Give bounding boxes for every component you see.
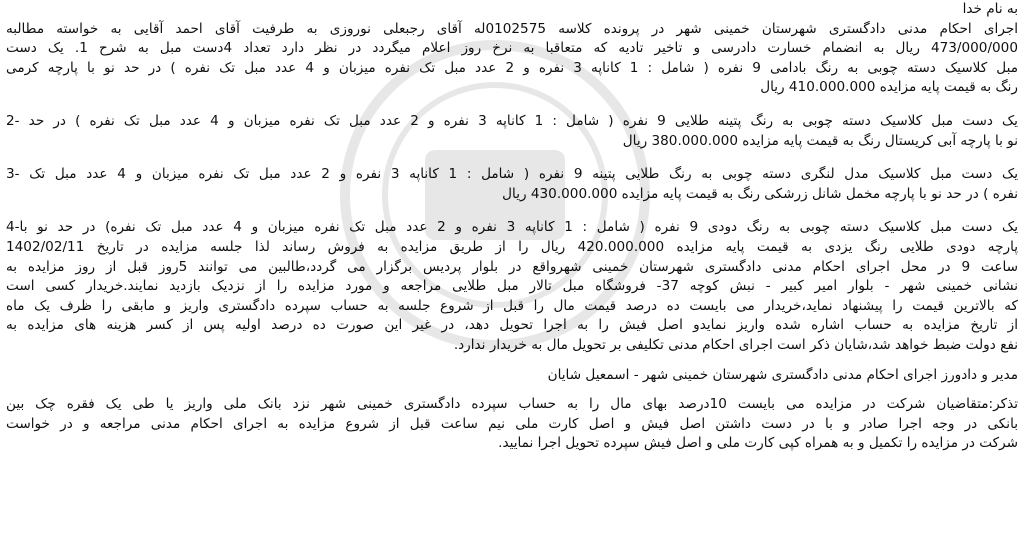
signature-line: مدیر و دادورز اجرای احکام مدنی دادگستری شهرستان خمینی شهر - اسمعیل شایان (547, 366, 1018, 383)
intro-paragraph (6, 20, 1018, 98)
item-3-paragraph (6, 165, 1018, 204)
item-4-paragraph (6, 218, 1018, 355)
item-4-line: پارچه دودی طلایی رنگ یزدی به قیمت پایه مزایده 420.000.000 ریال را از طریق مزایده به فروش رساند لذا جلسه مزایده در تاریخ 1402/02/11 (6, 238, 1018, 255)
item-2-paragraph (6, 112, 1018, 151)
note-paragraph (6, 395, 1018, 454)
intro-line: 473/000/000 ریال به انضمام خسارت دادرسی و تاخیر تادیه که متعاقبا به نرخ روز اعلام میگردد در نظر دارد تعداد 4دست مبل به شرح 1. یک دست (6, 40, 1018, 57)
item-3-line: یک دست مبل کلاسیک مدل لنگری دسته چوبی به رنگ طلایی پتینه 9 نفره ( شامل : 1 کاناپه 3 نفره و 2 عدد مبل تک نفره میزبان و 4 عدد مبل تک -3 (6, 166, 1018, 183)
intro-line: اجرای احکام مدنی دادگستری شهرستان خمینی شهر در پرونده کلاسه 0102575له آقای رجبعلی نوروزی به طرفیت آقای احمد آقایی به خواسته مطالبه (6, 20, 1018, 37)
intro-line: مبل کلاسیک دسته چوبی به رنگ بادامی 9 نفره ( شامل : 1 کاناپه 3 نفره و 2 عدد مبل تک نفره میزبان و 4 عدد مبل تک نفره ) در حد نو با پارچه کرمی (6, 59, 1018, 76)
item-2-line: یک دست مبل کلاسیک دسته چوبی به رنگ پتینه طلایی 9 نفره ( شامل : 1 کاناپه 3 نفره و 2 عدد مبل تک نفره میزبان و 4 عدد مبل تک نفره ) در حد -2 (6, 112, 1018, 129)
document-heading: به نام خدا (962, 1, 1018, 17)
note-line: تذکر:متقاضیان شرکت در مزایده می بایست 10درصد بهای مال را به حساب سپرده دادگستری خمینی شهر نزد بانک ملی واریز یا طی یک فقره چک بین (6, 396, 1018, 413)
item-3-line: نفره ) در حد نو با پارچه مخمل شانل زرشکی رنگ به قیمت پایه مزایده 430.000.000 ریال (502, 185, 1018, 202)
intro-line: رنگ به قیمت پایه مزایده 410.000.000 ریال (760, 79, 1018, 96)
note-line: شرکت در مزایده را تکمیل و به همراه کپی کارت ملی و اصل فیش سپرده تحویل اجرا نمایید. (498, 435, 1018, 452)
note-line: بانکی در وجه اجرا صادر و با در دست داشتن اصل فیش و اصل کارت ملی نیم ساعت قبل از شروع مزایده به اجرای احکام مدنی مراجعه و در خواست (6, 415, 1018, 432)
item-4-line: نشانی خمینی شهر - بلوار امیر کبیر - نبش کوچه 37- فروشگاه مبل تالار مبل طلایی مراجعه و مورد مزایده را از نزدیک بازدید نمایند.خریدار کسی است (6, 278, 1018, 295)
item-4-line: یک دست مبل کلاسیک دسته چوبی به رنگ دودی 9 نفره ( شامل : 1 کاناپه 3 نفره و 2 عدد مبل تک نفره میزبان و 4 عدد مبل تک نفره) در حد نو با-4 (6, 219, 1018, 236)
item-4-line: نفع دولت ضبط خواهد شد،شایان ذکر است اجرای احکام مدنی تکلیفی بر تحویل مال به خریدار ندارد. (453, 336, 1018, 353)
item-4-line: که بالاترین قیمت را پیشنهاد نماید،خریدار می بایست ده درصد قیمت مال را قبل از شروع جلسه به حساب سپرده دادگستری واریز و مابقی را ظرف یک ماه (6, 297, 1018, 314)
item-4-line: از تاریخ مزایده به حساب اشاره شده واریز نمایدو اصل فیش را به اجرا تحویل دهد، در غیر این صورت ده درصد اولیه پس از کسر هزینه های مزایده به (6, 317, 1018, 334)
item-2-line: نو با پارچه آبی کریستال رنگ به قیمت پایه مزایده 380.000.000 ریال (622, 132, 1018, 149)
item-4-line: ساعت 9 در محل اجرای احکام مدنی دادگستری شهرستان خمینی شهرواقع در بلوار پردیس برگزار می گردد،طالبین می توانند 5روز قبل از روز مزایده به (6, 258, 1018, 275)
